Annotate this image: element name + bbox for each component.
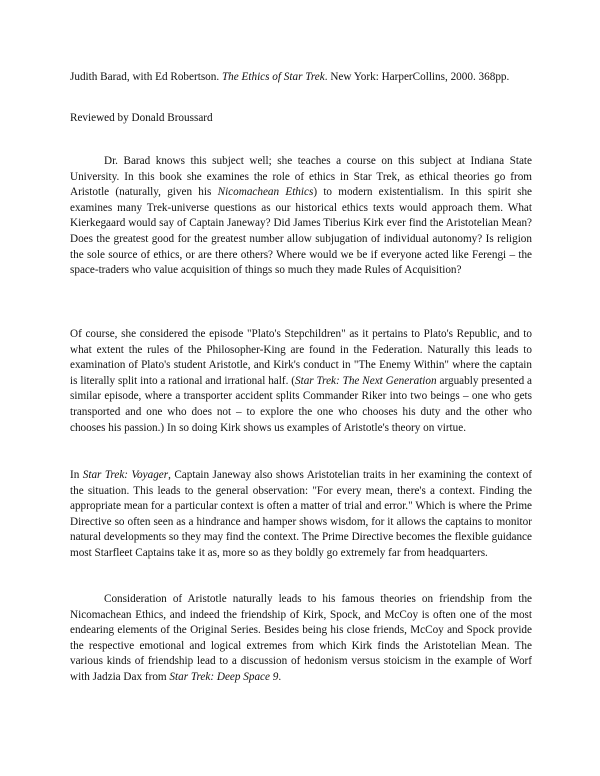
paragraph-1-italic: Nicomachean Ethics — [217, 186, 314, 199]
citation-publisher: . New York: HarperCollins, 2000. 368pp. — [324, 71, 510, 83]
book-citation — [70, 70, 532, 86]
book-title: The Ethics of Star Trek — [221, 71, 325, 83]
paragraph-4-italic: Star Trek: Deep Space 9 — [169, 670, 279, 683]
citation-authors: Judith Barad, with Ed Robertson. — [70, 71, 222, 83]
reviewer-line: Reviewed by Donald Broussard — [70, 112, 213, 124]
paragraph-3 — [70, 468, 532, 562]
paragraph-2-italic: Star Trek: The Next Generation — [295, 374, 437, 387]
paragraph-3-text-b: , Captain Janeway also shows Aristotelian traits in her examining the context of the situation. This leads to the general observation: "For every mean, there's a context. Finding the appropriate mean for a particular context is often a matter of trial and error." Which is where the Prime Directive so often seen as a hindrance and hamper shows wisdom, for it allows the captains to monitor natural developments so they may find the context. The Prime Directive becomes the flexible guidance most Starfleet Captains take it as, more so as they boldly go extremely far from headquarters. — [70, 469, 532, 559]
paragraph-2-text-a: Of course, she considered the episode "Plato's Stepchildren" as it pertains to Plato's Republic, and to what extent the rules of the Philosopher-King are found in the Federation. Naturally this leads to examination of Plato's student Aristotle, and Kirk's conduct in "The Enemy Within" where the captain is literally split into a rational and irrational half. ( — [70, 328, 532, 387]
paragraph-3-italic: Star Trek: Voyager — [82, 469, 169, 481]
paragraph-4-text-b: . — [278, 670, 282, 683]
paragraph-1-text-a: Dr. Barad knows this subject well; she teaches a course on this subject at Indiana State University. In this book she examines the role of ethics in Star Trek, as ethical theories go from Aristotle (naturally, given his — [70, 155, 532, 199]
paragraph-1 — [70, 154, 532, 279]
paragraph-4-text-a: Consideration of Aristotle naturally leads to his famous theories on friendship from the Nicomachean Ethics, and indeed the friendship of Kirk, Spock, and McCoy is often one of the most endearing elements of the Original Series. Besides being his close friends, McCoy and Spock provide the respective emotional and logical extremes from which Kirk finds the Aristotelian Mean. The various kinds of friendship lead to a discussion of hedonism versus stoicism in the example of Worf with Jadzia Dax from — [70, 593, 532, 683]
paragraph-1-text-b: ) to modern existentialism. In this spirit she examines many Trek-universe questions as our historical ethics texts would approach them. What Kierkegaard would say of Captain Janeway? Did James Tiberius Kirk ever find the Aristotelian Mean? Does the greatest good for the greatest number allow subjugation of individual autonomy? Is religion the sole source of ethics, or are there others? Where would we be if everyone acted like Ferengi – the space-traders who value acquisition of things so much they made Rules of Acquisition? — [70, 186, 533, 277]
paragraph-2-text-b: arguably presented a similar episode, where a transporter accident splits Commander Riker into two beings – one who gets transported and one who does not – to explore the one who chooses his duty and the other who chooses his passion.) In so doing Kirk shows us examples of Aristotle's theory on virtue. — [70, 374, 532, 434]
paragraph-4 — [70, 592, 532, 686]
paragraph-2 — [70, 327, 532, 436]
paragraph-3-text-a: In — [70, 469, 83, 481]
